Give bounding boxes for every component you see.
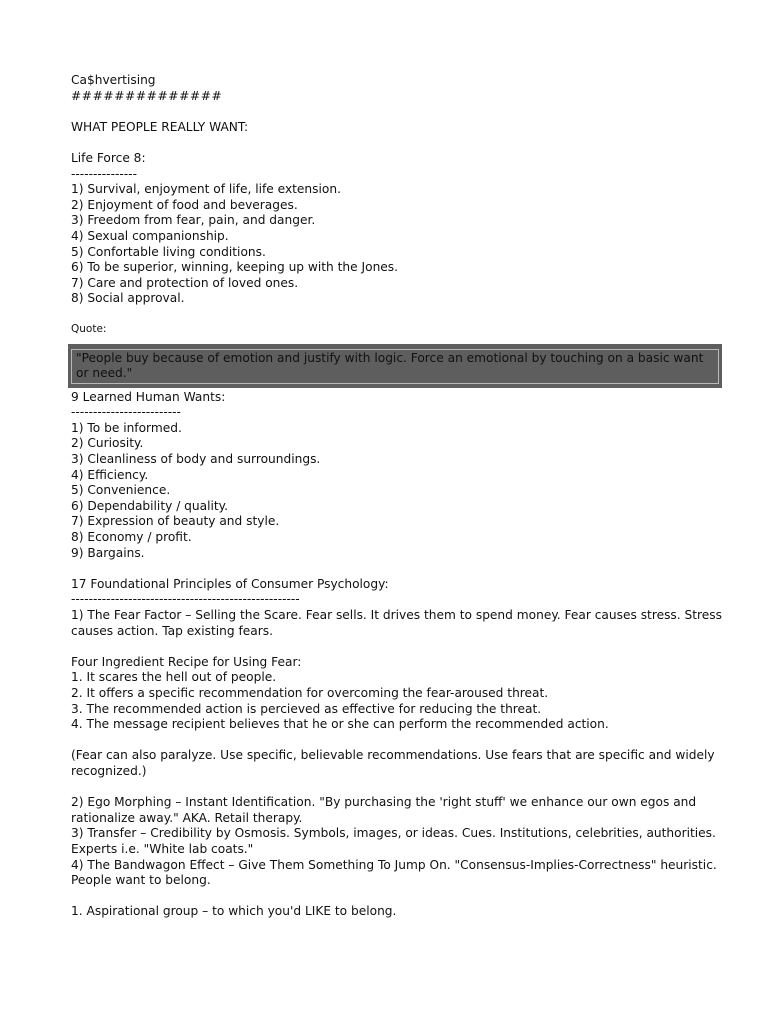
list-item: 5) Confortable living conditions. — [71, 244, 266, 259]
life-force-rule: --------------- — [71, 166, 137, 181]
list-item: 3) Freedom from fear, pain, and danger. — [71, 213, 316, 228]
principle-1: 1) The Fear Factor – Selling the Scare. Fear sells. It drives them to spend money. Fear causes stress. Stress causes action. Tap existing fears. — [71, 608, 722, 638]
list-item: 2) Enjoyment of food and beverages. — [71, 197, 298, 212]
list-item: 6) Dependability / quality. — [71, 498, 228, 513]
list-item: 2) Curiosity. — [71, 436, 144, 451]
quote-label: Quote: — [71, 322, 107, 335]
principle-4: 4) The Bandwagon Effect – Give Them Something To Jump On. "Consensus-Implies-Correctness" heuristic. People want to belong. — [71, 857, 717, 888]
document-page — [71, 73, 731, 920]
list-item: 8) Economy / profit. — [71, 530, 192, 545]
list-item: 4. The message recipient believes that he or she can perform the recommended action. — [71, 717, 609, 732]
list-item: 8) Social approval. — [71, 291, 185, 306]
list-item: 9) Bargains. — [71, 545, 145, 560]
list-item: 7) Care and protection of loved ones. — [71, 275, 299, 290]
list-item: 4) Sexual companionship. — [71, 228, 229, 243]
title-underline: ############## — [71, 88, 223, 103]
fear-note: (Fear can also paralyze. Use specific, believable recommendations. Use fears that are specific and widely recognized.) — [71, 748, 715, 778]
list-item: 6) To be superior, winning, keeping up with the Jones. — [71, 260, 399, 275]
quote-box — [68, 344, 722, 388]
learned-wants-rule: ------------------------- — [71, 405, 181, 420]
principle-3: 3) Transfer – Credibility by Osmosis. Symbols, images, or ideas. Cues. Institutions, celebrities, authorities. Experts i.e. "White lab coats." — [71, 826, 716, 856]
list-item: 1. It scares the hell out of people. — [71, 670, 277, 685]
list-item: 7) Expression of beauty and style. — [71, 514, 280, 529]
aspirational-group: 1. Aspirational group – to which you'd LIKE to belong. — [71, 904, 397, 919]
principles-rule: ---------------------------------------------------- — [71, 592, 300, 607]
list-item: 2. It offers a specific recommendation for overcoming the fear-aroused threat. — [71, 685, 549, 700]
section-heading-what-people-want: WHAT PEOPLE REALLY WANT: — [71, 119, 249, 134]
list-item: 3) Cleanliness of body and surroundings. — [71, 452, 321, 467]
list-item: 1) Survival, enjoyment of life, life extension. — [71, 182, 341, 197]
doc-title: Ca$hvertising — [71, 73, 156, 87]
list-item: 1) To be informed. — [71, 420, 182, 435]
principle-2: 2) Ego Morphing – Instant Identification. "By purchasing the 'right stuff' we enhance our own egos and rationalize away." AKA. Retail therapy. — [71, 795, 697, 825]
list-item: 5) Convenience. — [71, 483, 171, 498]
quote-text: "People buy because of emotion and justify with logic. Force an emotional by touching on a basic want or need." — [71, 349, 719, 384]
learned-wants-heading: 9 Learned Human Wants: — [71, 389, 226, 404]
list-item: 3. The recommended action is percieved as effective for reducing the threat. — [71, 701, 542, 716]
life-force-heading: Life Force 8: — [71, 150, 146, 165]
principles-heading: 17 Foundational Principles of Consumer Psychology: — [71, 576, 389, 591]
recipe-heading: Four Ingredient Recipe for Using Fear: — [71, 654, 302, 669]
list-item: 4) Efficiency. — [71, 467, 149, 482]
